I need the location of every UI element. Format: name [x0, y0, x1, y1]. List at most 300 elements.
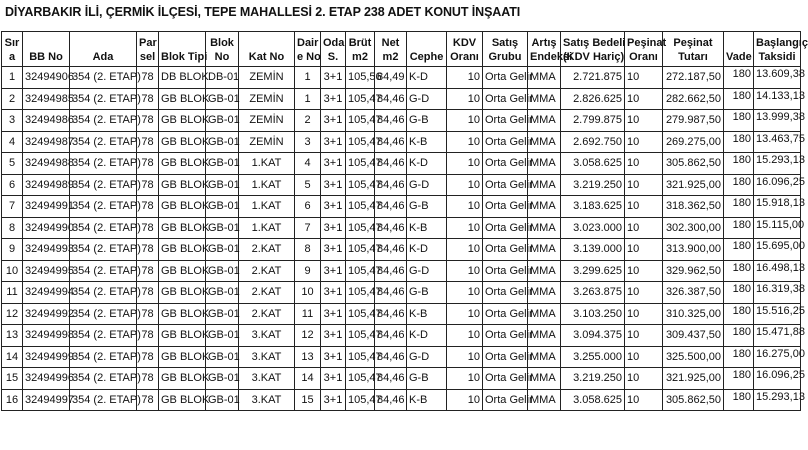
cell-bb-no: 32494988	[23, 153, 70, 175]
column-header-line: Tutarı	[678, 51, 708, 63]
cell-pesinat-orani: 10	[625, 174, 663, 196]
cell-pesinat-orani: 10	[625, 110, 663, 132]
cell-pesinat-tutari: 279.987,50	[663, 110, 724, 132]
table-row	[2, 174, 801, 196]
cell-bb-no: 32494993	[23, 239, 70, 261]
cell-kat-no: 2.KAT	[239, 239, 295, 261]
cell-daire-no: 11	[295, 303, 321, 325]
cell-satis-grubu: Orta Gelir	[483, 67, 528, 89]
column-header-brut-m2	[346, 32, 375, 67]
column-header-net-m2	[375, 32, 407, 67]
cell-artis-endeksi: MMA	[528, 88, 561, 110]
cell-ada: 354 (2. ETAP)	[70, 260, 137, 282]
cell-ada: 354 (2. ETAP)	[70, 303, 137, 325]
cell-pesinat-tutari: 313.900,00	[663, 239, 724, 261]
cell-daire-no: 8	[295, 239, 321, 261]
cell-pesinat-orani: 10	[625, 368, 663, 390]
cell-artis-endeksi: MMA	[528, 282, 561, 304]
cell-blok-tipi: GB BLOK	[159, 196, 206, 218]
housing-units-table	[1, 31, 808, 411]
cell-satis-bedeli: 3.023.000	[561, 217, 625, 239]
column-header-line: Dair	[297, 37, 319, 49]
cell-sira: 10	[2, 260, 23, 282]
column-header-line: Kat No	[248, 51, 285, 63]
cell-kat-no: 2.KAT	[239, 260, 295, 282]
cell-kat-no: 3.KAT	[239, 325, 295, 347]
cell-brut-m2: 105,47	[346, 110, 375, 132]
column-header-line: Peşinat	[673, 37, 713, 49]
cell-kdv-orani: 10	[447, 239, 483, 261]
cell-artis-endeksi: MMA	[528, 131, 561, 153]
cell-daire-no: 4	[295, 153, 321, 175]
column-header-line	[25, 36, 67, 50]
table-row	[2, 282, 801, 304]
cell-kat-no: 3.KAT	[239, 346, 295, 368]
cell-sira: 12	[2, 303, 23, 325]
cell-artis-endeksi: MMA	[528, 196, 561, 218]
cell-artis-endeksi: MMA	[528, 67, 561, 89]
column-header-line	[161, 36, 203, 50]
cell-net-m2: 84,46	[375, 368, 407, 390]
table-header-row	[2, 32, 801, 67]
cell-satis-grubu: Orta Gelir	[483, 88, 528, 110]
cell-brut-m2: 105,47	[346, 389, 375, 411]
cell-brut-m2: 105,47	[346, 282, 375, 304]
cell-blok-tipi: GB BLOK	[159, 217, 206, 239]
cell-ada: 354 (2. ETAP)	[70, 239, 137, 261]
cell-daire-no: 5	[295, 174, 321, 196]
cell-oda-sayisi: 3+1	[321, 131, 346, 153]
column-header-line: No	[214, 51, 230, 63]
column-header-line: Endeksi	[530, 51, 573, 63]
cell-cephe: G-B	[407, 368, 447, 390]
cell-parsel: 78	[137, 131, 159, 153]
cell-net-m2: 84,49	[375, 67, 407, 89]
cell-baslangic-taksidi: 13.463,75	[754, 131, 801, 153]
cell-cephe: K-D	[407, 67, 447, 89]
column-header-daire-no	[295, 32, 321, 67]
column-header-line: Net	[381, 37, 400, 49]
column-header-line: Sır	[4, 37, 20, 49]
cell-blok-no: GB-01	[206, 239, 239, 261]
cell-kat-no: ZEMİN	[239, 67, 295, 89]
cell-parsel: 78	[137, 260, 159, 282]
cell-brut-m2: 105,47	[346, 368, 375, 390]
cell-kat-no: ZEMİN	[239, 88, 295, 110]
cell-brut-m2: 105,47	[346, 346, 375, 368]
column-header-pesinat-orani	[625, 32, 667, 67]
cell-bb-no: 32494998	[23, 325, 70, 347]
cell-net-m2: 84,46	[375, 282, 407, 304]
cell-pesinat-tutari: 305.862,50	[663, 389, 724, 411]
cell-kat-no: 1.KAT	[239, 196, 295, 218]
cell-bb-no: 32494997	[23, 389, 70, 411]
cell-vade: 180	[724, 389, 754, 411]
cell-blok-no: GB-01	[206, 196, 239, 218]
cell-baslangic-taksidi: 13.999,38	[754, 110, 801, 132]
cell-kat-no: ZEMİN	[239, 110, 295, 132]
table-row	[2, 88, 801, 110]
column-header-line: a	[8, 51, 16, 63]
cell-blok-no: GB-01	[206, 153, 239, 175]
column-header-artis-endeksi	[528, 32, 573, 67]
column-header-line: S.	[327, 51, 339, 63]
cell-pesinat-orani: 10	[625, 389, 663, 411]
cell-ada: 354 (2. ETAP)	[70, 67, 137, 89]
cell-sira: 9	[2, 239, 23, 261]
cell-vade: 180	[724, 67, 754, 89]
cell-daire-no: 9	[295, 260, 321, 282]
cell-net-m2: 84,46	[375, 325, 407, 347]
cell-vade: 180	[724, 174, 754, 196]
table-row	[2, 303, 801, 325]
cell-satis-bedeli: 3.058.625	[561, 153, 625, 175]
column-header-blok-no	[206, 32, 239, 67]
cell-sira: 3	[2, 110, 23, 132]
cell-daire-no: 13	[295, 346, 321, 368]
cell-parsel: 78	[137, 389, 159, 411]
cell-pesinat-tutari: 321.925,00	[663, 174, 724, 196]
cell-ada: 354 (2. ETAP)	[70, 389, 137, 411]
cell-net-m2: 84,46	[375, 153, 407, 175]
cell-oda-sayisi: 3+1	[321, 282, 346, 304]
cell-kdv-orani: 10	[447, 217, 483, 239]
cell-net-m2: 84,46	[375, 110, 407, 132]
cell-pesinat-tutari: 309.437,50	[663, 325, 724, 347]
cell-blok-tipi: GB BLOK	[159, 110, 206, 132]
cell-bb-no: 32494991	[23, 196, 70, 218]
cell-cephe: K-B	[407, 303, 447, 325]
cell-blok-tipi: GB BLOK	[159, 239, 206, 261]
cell-baslangic-taksidi: 15.918,13	[754, 196, 801, 218]
column-header-line: Satış	[491, 37, 519, 49]
cell-oda-sayisi: 3+1	[321, 389, 346, 411]
cell-oda-sayisi: 3+1	[321, 110, 346, 132]
cell-cephe: G-D	[407, 174, 447, 196]
column-header-line: KDV	[452, 37, 477, 49]
column-header-line	[241, 36, 292, 50]
cell-bb-no: 32494996	[23, 368, 70, 390]
cell-pesinat-orani: 10	[625, 67, 663, 89]
cell-satis-grubu: Orta Gelir	[483, 325, 528, 347]
table-row	[2, 260, 801, 282]
cell-artis-endeksi: MMA	[528, 346, 561, 368]
cell-sira: 7	[2, 196, 23, 218]
cell-net-m2: 84,46	[375, 174, 407, 196]
cell-parsel: 78	[137, 303, 159, 325]
table-row	[2, 239, 801, 261]
cell-blok-tipi: GB BLOK	[159, 346, 206, 368]
cell-cephe: G-D	[407, 260, 447, 282]
column-header-line: Satış Bedeli	[563, 37, 626, 49]
column-header-line: m2	[352, 51, 368, 63]
cell-pesinat-tutari: 305.862,50	[663, 153, 724, 175]
cell-daire-no: 6	[295, 196, 321, 218]
cell-brut-m2: 105,47	[346, 260, 375, 282]
cell-vade: 180	[724, 239, 754, 261]
table-row	[2, 153, 801, 175]
table-row	[2, 325, 801, 347]
cell-blok-tipi: GB BLOK	[159, 303, 206, 325]
cell-sira: 11	[2, 282, 23, 304]
cell-brut-m2: 105,56	[346, 67, 375, 89]
cell-blok-tipi: GB BLOK	[159, 368, 206, 390]
column-header-satis-grubu	[483, 32, 528, 67]
cell-ada: 354 (2. ETAP)	[70, 282, 137, 304]
cell-net-m2: 84,46	[375, 131, 407, 153]
cell-kdv-orani: 10	[447, 88, 483, 110]
cell-daire-no: 14	[295, 368, 321, 390]
cell-satis-grubu: Orta Gelir	[483, 260, 528, 282]
cell-sira: 13	[2, 325, 23, 347]
cell-artis-endeksi: MMA	[528, 110, 561, 132]
cell-parsel: 78	[137, 282, 159, 304]
cell-daire-no: 3	[295, 131, 321, 153]
cell-satis-grubu: Orta Gelir	[483, 131, 528, 153]
cell-pesinat-tutari: 329.962,50	[663, 260, 724, 282]
cell-cephe: G-D	[407, 88, 447, 110]
cell-vade: 180	[724, 346, 754, 368]
document-title: DİYARBAKIR İLİ, ÇERMİK İLÇESİ, TEPE MAHALLESİ 2. ETAP 238 ADET KONUT İNŞAATI	[5, 5, 521, 19]
cell-sira: 2	[2, 88, 23, 110]
cell-brut-m2: 105,47	[346, 239, 375, 261]
cell-pesinat-orani: 10	[625, 153, 663, 175]
cell-kdv-orani: 10	[447, 131, 483, 153]
cell-parsel: 78	[137, 88, 159, 110]
cell-pesinat-tutari: 272.187,50	[663, 67, 724, 89]
cell-oda-sayisi: 3+1	[321, 325, 346, 347]
cell-baslangic-taksidi: 15.471,88	[754, 325, 801, 347]
cell-satis-grubu: Orta Gelir	[483, 153, 528, 175]
cell-oda-sayisi: 3+1	[321, 303, 346, 325]
cell-brut-m2: 105,47	[346, 174, 375, 196]
column-header-line: Oranı	[629, 51, 658, 63]
column-header-kdv-orani	[447, 32, 483, 67]
cell-bb-no: 32494999	[23, 346, 70, 368]
cell-blok-tipi: GB BLOK	[159, 325, 206, 347]
cell-blok-no: GB-01	[206, 389, 239, 411]
column-header-pesinat-tutari	[663, 32, 724, 67]
column-header-line: Taksidi	[758, 51, 796, 63]
cell-vade: 180	[724, 282, 754, 304]
cell-daire-no: 12	[295, 325, 321, 347]
cell-vade: 180	[724, 260, 754, 282]
cell-blok-tipi: GB BLOK	[159, 389, 206, 411]
cell-daire-no: 10	[295, 282, 321, 304]
cell-sira: 15	[2, 368, 23, 390]
cell-baslangic-taksidi: 15.115,00	[754, 217, 801, 239]
cell-cephe: K-D	[407, 325, 447, 347]
cell-oda-sayisi: 3+1	[321, 239, 346, 261]
cell-brut-m2: 105,47	[346, 196, 375, 218]
table-row	[2, 110, 801, 132]
column-header-sira	[2, 32, 23, 67]
column-header-line: Oda	[323, 37, 345, 49]
cell-cephe: K-B	[407, 217, 447, 239]
cell-blok-no: GB-01	[206, 282, 239, 304]
cell-blok-tipi: GB BLOK	[159, 153, 206, 175]
cell-vade: 180	[724, 196, 754, 218]
cell-blok-no: GB-01	[206, 110, 239, 132]
cell-satis-grubu: Orta Gelir	[483, 346, 528, 368]
cell-blok-no: GB-01	[206, 131, 239, 153]
cell-sira: 1	[2, 67, 23, 89]
cell-baslangic-taksidi: 16.498,13	[754, 260, 801, 282]
cell-daire-no: 1	[295, 88, 321, 110]
column-header-line: Vade	[726, 51, 752, 63]
column-header-line: e No	[297, 51, 321, 63]
cell-vade: 180	[724, 153, 754, 175]
cell-satis-grubu: Orta Gelir	[483, 174, 528, 196]
cell-artis-endeksi: MMA	[528, 368, 561, 390]
cell-blok-no: GB-01	[206, 174, 239, 196]
cell-pesinat-tutari: 318.362,50	[663, 196, 724, 218]
cell-kat-no: ZEMİN	[239, 131, 295, 153]
cell-pesinat-tutari: 282.662,50	[663, 88, 724, 110]
cell-oda-sayisi: 3+1	[321, 260, 346, 282]
cell-kdv-orani: 10	[447, 174, 483, 196]
cell-ada: 354 (2. ETAP)	[70, 88, 137, 110]
table-row	[2, 346, 801, 368]
column-header-satis-bedeli	[561, 32, 625, 67]
cell-oda-sayisi: 3+1	[321, 346, 346, 368]
cell-baslangic-taksidi: 15.293,13	[754, 389, 801, 411]
cell-blok-tipi: GB BLOK	[159, 260, 206, 282]
column-header-line: Par	[139, 37, 157, 49]
table-row	[2, 217, 801, 239]
cell-net-m2: 84,46	[375, 389, 407, 411]
column-header-line: (KDV Hariç)	[563, 51, 625, 63]
cell-artis-endeksi: MMA	[528, 153, 561, 175]
cell-kdv-orani: 10	[447, 368, 483, 390]
cell-kdv-orani: 10	[447, 260, 483, 282]
cell-blok-no: GB-01	[206, 346, 239, 368]
cell-satis-grubu: Orta Gelir	[483, 217, 528, 239]
cell-satis-bedeli: 3.094.375	[561, 325, 625, 347]
cell-vade: 180	[724, 303, 754, 325]
cell-bb-no: 32494990	[23, 217, 70, 239]
cell-artis-endeksi: MMA	[528, 260, 561, 282]
cell-bb-no: 32494985	[23, 88, 70, 110]
cell-pesinat-orani: 10	[625, 260, 663, 282]
table-row	[2, 131, 801, 153]
cell-parsel: 78	[137, 110, 159, 132]
column-header-cephe	[407, 32, 447, 67]
cell-kdv-orani: 10	[447, 67, 483, 89]
cell-brut-m2: 105,47	[346, 325, 375, 347]
cell-pesinat-tutari: 269.275,00	[663, 131, 724, 153]
cell-daire-no: 7	[295, 217, 321, 239]
cell-sira: 5	[2, 153, 23, 175]
cell-cephe: G-D	[407, 346, 447, 368]
cell-ada: 354 (2. ETAP)	[70, 325, 137, 347]
cell-artis-endeksi: MMA	[528, 239, 561, 261]
column-header-line: Blok	[210, 37, 234, 49]
column-header-line: Blok Tipi	[161, 51, 208, 63]
cell-oda-sayisi: 3+1	[321, 368, 346, 390]
cell-baslangic-taksidi: 16.275,00	[754, 346, 801, 368]
cell-baslangic-taksidi: 13.609,38	[754, 67, 801, 89]
cell-bb-no: 32494994	[23, 282, 70, 304]
cell-satis-grubu: Orta Gelir	[483, 389, 528, 411]
cell-cephe: K-D	[407, 239, 447, 261]
cell-satis-grubu: Orta Gelir	[483, 196, 528, 218]
cell-kdv-orani: 10	[447, 303, 483, 325]
cell-ada: 354 (2. ETAP)	[70, 196, 137, 218]
cell-pesinat-orani: 10	[625, 346, 663, 368]
cell-blok-tipi: GB BLOK	[159, 88, 206, 110]
cell-kat-no: 1.KAT	[239, 174, 295, 196]
cell-ada: 354 (2. ETAP)	[70, 346, 137, 368]
table-row	[2, 67, 801, 89]
cell-artis-endeksi: MMA	[528, 174, 561, 196]
cell-blok-tipi: GB BLOK	[159, 131, 206, 153]
cell-vade: 180	[724, 88, 754, 110]
cell-vade: 180	[724, 131, 754, 153]
cell-brut-m2: 105,47	[346, 88, 375, 110]
cell-bb-no: 32494987	[23, 131, 70, 153]
cell-ada: 354 (2. ETAP)	[70, 217, 137, 239]
cell-satis-grubu: Orta Gelir	[483, 303, 528, 325]
cell-kat-no: 1.KAT	[239, 217, 295, 239]
cell-ada: 354 (2. ETAP)	[70, 368, 137, 390]
cell-daire-no: 2	[295, 110, 321, 132]
cell-pesinat-orani: 10	[625, 88, 663, 110]
cell-brut-m2: 105,47	[346, 131, 375, 153]
cell-satis-bedeli: 2.799.875	[561, 110, 625, 132]
cell-parsel: 78	[137, 325, 159, 347]
cell-parsel: 78	[137, 196, 159, 218]
column-header-line: BB No	[29, 51, 63, 63]
column-header-line	[72, 36, 134, 50]
column-header-line: m2	[382, 51, 399, 63]
cell-baslangic-taksidi: 15.293,13	[754, 153, 801, 175]
cell-parsel: 78	[137, 346, 159, 368]
cell-baslangic-taksidi: 16.319,38	[754, 282, 801, 304]
cell-satis-bedeli: 3.058.625	[561, 389, 625, 411]
cell-ada: 354 (2. ETAP)	[70, 131, 137, 153]
cell-blok-no: GB-01	[206, 368, 239, 390]
cell-sira: 14	[2, 346, 23, 368]
cell-kdv-orani: 10	[447, 110, 483, 132]
cell-satis-bedeli: 3.139.000	[561, 239, 625, 261]
cell-bb-no: 32494995	[23, 260, 70, 282]
cell-net-m2: 84,46	[375, 346, 407, 368]
cell-kdv-orani: 10	[447, 325, 483, 347]
column-header-baslangic-taksidi	[754, 32, 808, 67]
cell-satis-bedeli: 2.721.875	[561, 67, 625, 89]
column-header-kat-no	[239, 32, 295, 67]
cell-satis-grubu: Orta Gelir	[483, 282, 528, 304]
cell-kat-no: 2.KAT	[239, 282, 295, 304]
cell-pesinat-orani: 10	[625, 303, 663, 325]
cell-daire-no: 15	[295, 389, 321, 411]
cell-blok-no: GB-01	[206, 217, 239, 239]
cell-satis-bedeli: 2.692.750	[561, 131, 625, 153]
cell-artis-endeksi: MMA	[528, 217, 561, 239]
cell-sira: 8	[2, 217, 23, 239]
cell-oda-sayisi: 3+1	[321, 153, 346, 175]
cell-artis-endeksi: MMA	[528, 325, 561, 347]
cell-kat-no: 3.KAT	[239, 368, 295, 390]
cell-pesinat-tutari: 325.500,00	[663, 346, 724, 368]
cell-satis-grubu: Orta Gelir	[483, 368, 528, 390]
cell-bb-no: 32494906	[23, 67, 70, 89]
cell-oda-sayisi: 3+1	[321, 174, 346, 196]
cell-cephe: G-B	[407, 110, 447, 132]
cell-blok-tipi: DB BLOK	[159, 67, 206, 89]
cell-bb-no: 32494986	[23, 110, 70, 132]
